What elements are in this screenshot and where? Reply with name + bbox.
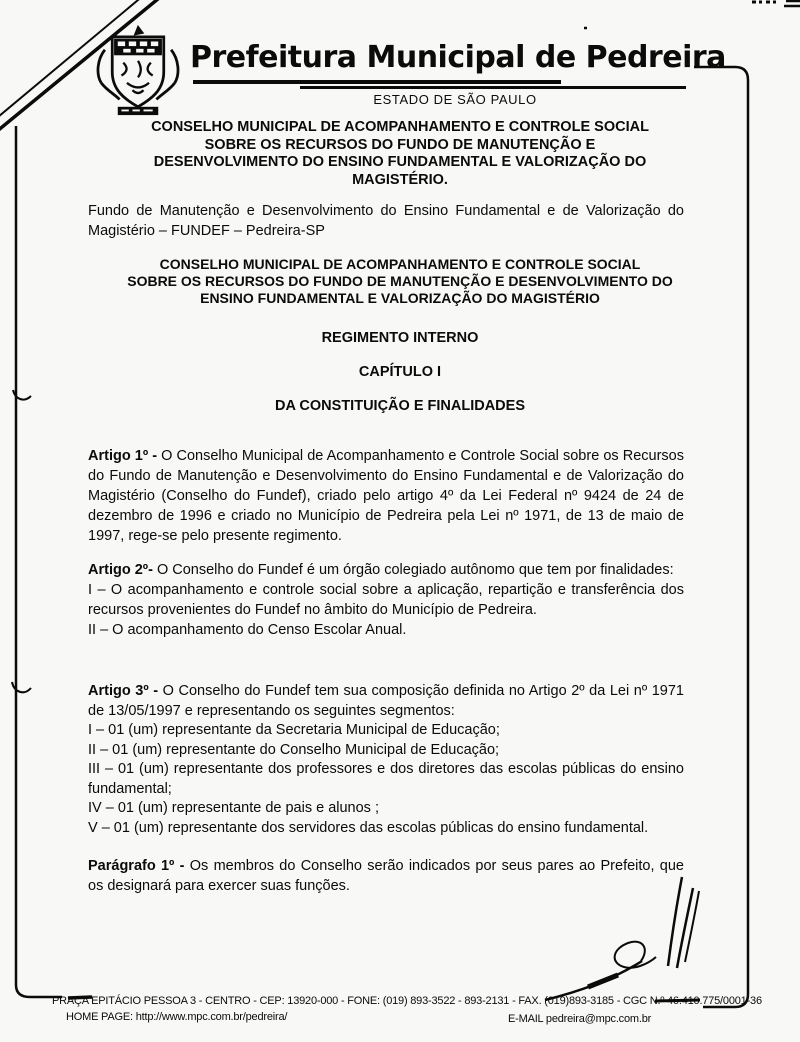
footer-homepage: HOME PAGE: http://www.mpc.com.br/pedreira/ [66, 1011, 288, 1023]
paragraph-1 [88, 856, 684, 896]
section-title-constituicao: DA CONSTITUIÇÃO E FINALIDADES [275, 398, 525, 414]
article-1 [88, 446, 684, 546]
footer-address: PRAÇA EPITÁCIO PESSOA 3 - CENTRO - CEP: 13920-000 - FONE: (019) 893-3522 - 893-2131 - FAX. (019)893-3185 - CGC N.º 46.410.775/0001-36 [52, 995, 762, 1007]
article-3 [88, 682, 684, 838]
heading-line: MAGISTÉRIO. [352, 171, 448, 188]
handwritten-hook-mark [13, 390, 31, 400]
signature-stroke [685, 891, 699, 962]
signature-swoosh [588, 975, 618, 987]
crest-chief-band [114, 39, 162, 56]
section-title-capitulo: CAPÍTULO I [358, 364, 442, 380]
fundef-intro-paragraph: Fundo de Manutenção e Desenvolvimento do Ensino Fundamental e de Valorização do Magistério – FUNDEF – Pedreira-SP [88, 203, 684, 239]
scan-speck [784, 1, 800, 6]
handwritten-hook-mark [12, 682, 31, 692]
article-2-item: I – O acompanhamento e controle social sobre a aplicação, repartição e transferência dos recursos provenientes do Fundef no âmbito do Município de Pedreira. [88, 582, 684, 618]
heading-line: SOBRE OS RECURSOS DO FUNDO DE MANUTENÇÃO E DESENVOLVIMENTO DO [127, 273, 673, 289]
article-3-text: O Conselho do Fundef tem sua composição definida no Artigo 2º da Lei nº 1971 de 13/05/1997 e representando os seguintes segmentos: [88, 683, 685, 719]
title-underline [193, 80, 561, 84]
article-1-label: Artigo 1º - [88, 448, 158, 464]
article-2-text: O Conselho do Fundef é um órgão colegiado autônomo que tem por finalidades: [156, 562, 674, 578]
coat-of-arms-logo [92, 22, 184, 118]
council-heading-2 [40, 256, 760, 307]
heading-line: CONSELHO MUNICIPAL DE ACOMPANHAMENTO E CONTROLE SOCIAL [151, 119, 649, 135]
article-2-label: Artigo 2º- [88, 562, 153, 578]
article-1-text: O Conselho Municipal de Acompanhamento e Controle Social sobre os Recursos do Fundo de Manutenção e Desenvolvimento do Ensino Fundamental e de Valorização do Magistério (Conselho do Fundef), criado pelo artigo 4º da Lei Federal nº 9424 de 24 de dezembro de 1996 e criado no Município de Pedreira pela Lei nº 1971, de 13 de maio de 1997, rege-se pelo presente regimento. [88, 448, 684, 544]
article-3-item: IV – 01 (um) representante de pais e alunos ; [88, 800, 379, 816]
page-title: Prefeitura Municipal de Pedreira [190, 40, 726, 75]
crest-field-detail [121, 61, 152, 78]
heading-line: SOBRE OS RECURSOS DO FUNDO DE MANUTENÇÃO E [204, 136, 596, 153]
council-heading-1 [60, 119, 740, 189]
right-border-rule [694, 67, 748, 1007]
paragraph-1-text: Os membros do Conselho serão indicados por seus pares ao Prefeito, que os designará para exercer suas funções. [88, 858, 684, 894]
state-subtitle: ESTADO DE SÃO PAULO [373, 92, 537, 107]
article-3-item: I – 01 (um) representante da Secretaria Municipal de Educação; [88, 722, 500, 738]
crest-mantling [101, 83, 175, 100]
article-2-item: II – O acompanhamento do Censo Escolar Anual. [88, 622, 407, 638]
article-3-item: II – 01 (um) representante do Conselho Municipal de Educação; [88, 741, 500, 758]
section-title-regimento: REGIMENTO INTERNO [321, 330, 479, 346]
article-3-item: V – 01 (um) representante dos servidores das escolas públicas do ensino fundamental. [88, 819, 649, 836]
heading-line: CONSELHO MUNICIPAL DE ACOMPANHAMENTO E CONTROLE SOCIAL [159, 256, 641, 272]
signature-stroke [677, 888, 693, 968]
article-3-item: III – 01 (um) representante dos professores e dos diretores das escolas públicas do ensino fundamental; [88, 761, 684, 797]
signature-loop [615, 942, 656, 968]
article-3-label: Artigo 3º - [88, 683, 159, 699]
paragraph-1-label: Parágrafo 1º - [88, 858, 185, 874]
heading-line: DESENVOLVIMENTO DO ENSINO FUNDAMENTAL E VALORIZAÇÃO DO [153, 154, 647, 170]
crest-crown [134, 26, 143, 35]
title-underline [300, 86, 686, 89]
footer-email: E-MAIL pedreira@mpc.com.br [508, 1013, 652, 1025]
heading-line: ENSINO FUNDAMENTAL E VALORIZAÇÃO DO MAGISTÉRIO [200, 290, 600, 306]
article-2 [88, 560, 684, 640]
crest-field-detail [127, 83, 149, 93]
